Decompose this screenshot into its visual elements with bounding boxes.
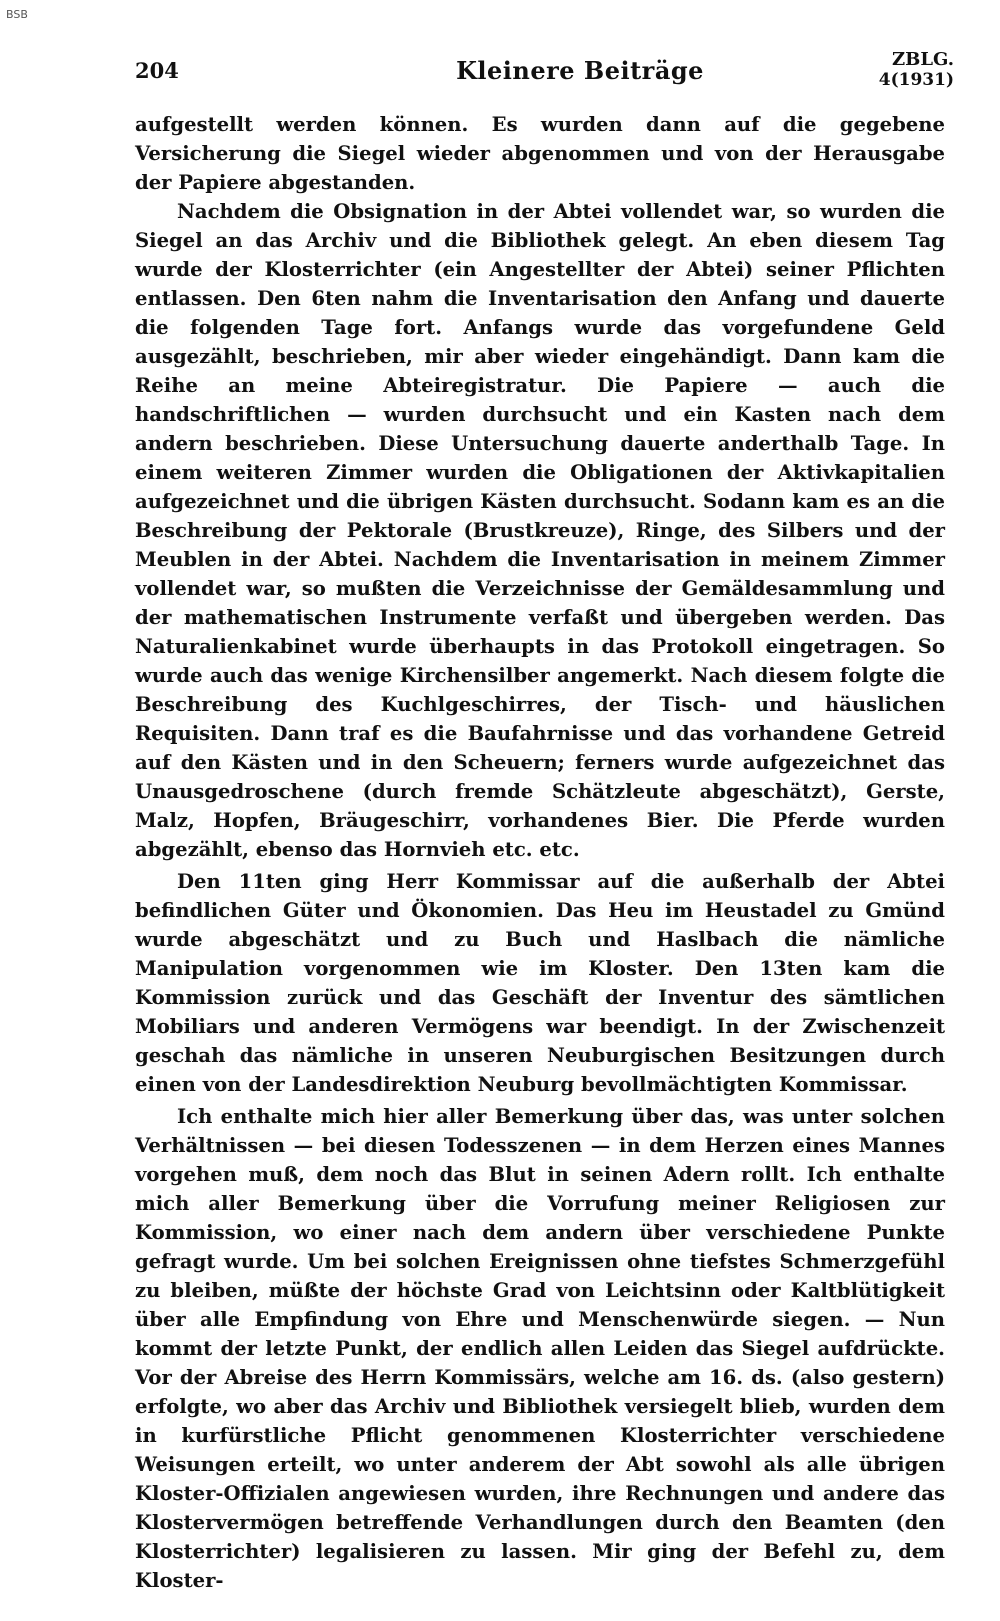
journal-volume: 4(1931) [878, 70, 954, 90]
paragraph: Nachdem die Obsignation in der Abtei vollendet war, so wurden die Siegel an das Archiv und die Bibliothek gelegt. An eben diesem Tag wurde der Klosterrichter (ein Angestellter der Abtei) seiner Pflichten entlassen. Den 6ten nahm die Inventarisation den Anfang und dauerte die folgenden Tage fort. Anfangs wurde das vorgefundene Geld ausgezählt, beschrieben, mir aber wieder eingehändigt. Dann kam die Reihe an meine Abteiregistratur. Die Papiere — auch die handschriftlichen — wurden durchsucht und ein Kasten nach dem andern beschrieben. Diese Untersuchung dauerte anderthalb Tage. In einem weiteren Zimmer wurden die Obligationen der Aktivkapitalien aufgezeichnet und die übrigen Kästen durchsucht. Sodann kam es an die Beschreibung der Pektorale (Brustkreuze), Ringe, des Silbers und der Meublen in der Abtei. Nachdem die Inventarisation in meinem Zimmer vollendet war, so mußten die Verzeichnisse der Gemäldesammlung und der mathematischen Instrumente verfaßt und übergeben werden. Das Naturalienkabinet wurde überhaupts in das Protokoll eingetragen. So wurde auch das wenige Kirchensilber angemerkt. Nach diesem folgte die Beschreibung des Kuchlgeschirres, der Tisch- und häuslichen Requisiten. Dann traf es die Baufahrnisse und das vorhandene Getreid auf den Kästen und in den Scheuern; ferners wurde aufgezeichnet das Unausgedroschene (durch fremde Schätzleute abgeschätzt), Gerste, Malz, Hopfen, Bräugeschirr, vorhandenes Bier. Die Pferde wurden abgezählt, ebenso das Hornvieh etc. etc. [135, 200, 945, 861]
journal-reference [879, 50, 954, 90]
page-number: 204 [135, 58, 179, 83]
body-text [135, 110, 945, 1595]
library-watermark: BSB [6, 8, 28, 21]
paragraph: Ich enthalte mich hier aller Bemerkung über das, was unter solchen Verhältnissen — bei diesen Todesszenen — in dem Herzen eines Mannes vorgehen muß, dem noch das Blut in seinen Adern rollt. Ich enthalte mich aller Bemerkung über die Vorrufung meiner Religiosen zur Kommission, wo einer nach dem andern über verschiedene Punkte gefragt wurde. Um bei solchen Ereignissen ohne tiefstes Schmerzgefühl zu bleiben, müßte der höchste Grad von Leichtsinn oder Kaltblütigkeit über alle Empfindung von Ehre und Menschenwürde siegen. — Nun kommt der letzte Punkt, der endlich allen Leiden das Siegel aufdrückte. Vor der Abreise des Herrn Kommissärs, welche am 16. ds. (also gestern) erfolgte, wo aber das Archiv und Bibliothek versiegelt blieb, wurden dem in kurfürstliche Pflicht genommenen Klosterrichter verschiedene Weisungen erteilt, wo unter anderem der Abt sowohl als alle übrigen Kloster-Offizialen angewiesen wurden, ihre Rechnungen und andere das Klostervermögen betreffende Verhandlungen durch den Beamten (den Klosterrichter) legalisieren zu lassen. Mir ging der Befehl zu, dem Kloster- [135, 1105, 945, 1592]
paragraph: aufgestellt werden können. Es wurden dann auf die gegebene Versicherung die Siegel wieder abgenommen und von der Herausgabe der Papiere abgestanden. [135, 113, 945, 194]
paragraph: Den 11ten ging Herr Kommissar auf die außerhalb der Abtei befindlichen Güter und Ökonomien. Das Heu im Heustadel zu Gmünd wurde abgeschätzt und zu Buch und Haslbach die nämliche Manipulation vorgenommen wie im Kloster. Den 13ten kam die Kommission zurück und das Geschäft der Inventur des sämtlichen Mobiliars und anderen Vermögens war beendigt. In der Zwischenzeit geschah das nämliche in unseren Neuburgischen Besitzungen durch einen von der Landesdirektion Neuburg bevollmächtigten Kommissar. [135, 870, 945, 1096]
running-title: Kleinere Beiträge [456, 56, 704, 85]
page-header [135, 50, 960, 96]
journal-abbreviation: ZBLG. [891, 49, 954, 70]
